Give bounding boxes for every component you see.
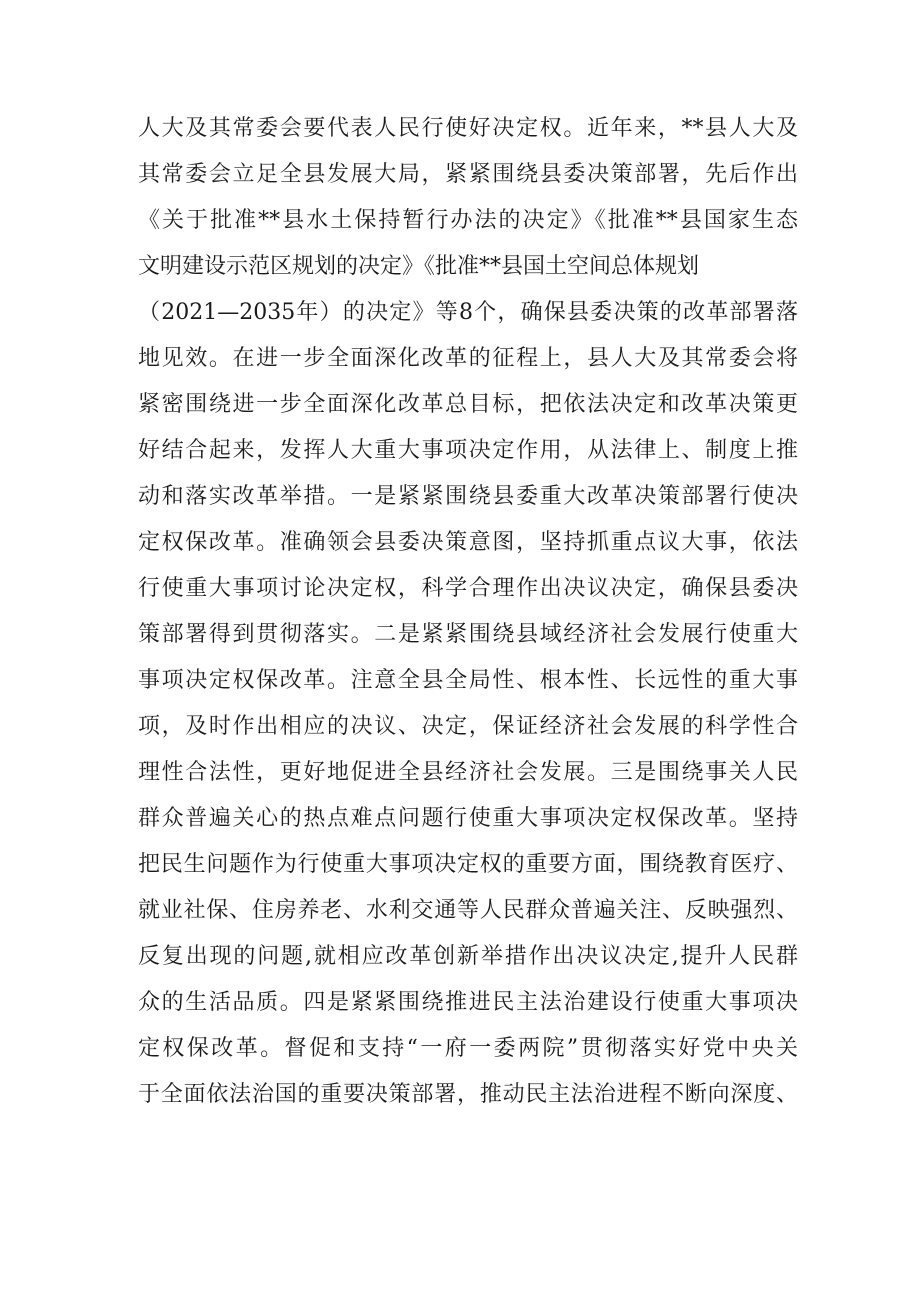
text-line: 事项决定权保改革。注意全县全局性、根本性、长远性的重大事 xyxy=(138,668,798,693)
text-line: 反复出现的问题,就相应改革创新举措作出决议决定,提升人民群 xyxy=(138,944,798,969)
text-line: 定权保改革。督促和支持“一府一委两院”贯彻落实好党中央关 xyxy=(138,1036,798,1061)
body-paragraph xyxy=(138,106,798,1118)
text-line: 理性合法性，更好地促进全县经济社会发展。三是围绕事关人民 xyxy=(138,760,798,785)
text-line: 好结合起来，发挥人大重大事项决定作用，从法律上、制度上推 xyxy=(138,438,798,463)
text-line: 群众普遍关心的热点难点问题行使重大事项决定权保改革。坚持 xyxy=(138,806,798,831)
text-line: 人大及其常委会要代表人民行使好决定权。近年来，**县人大及 xyxy=(138,116,798,141)
text-line: 众的生活品质。四是紧紧围绕推进民主法治建设行使重大事项决 xyxy=(138,990,798,1015)
text-line: 《关于批准**县水土保持暂行办法的决定》《批准**县国家生态 xyxy=(138,208,798,233)
text-line: 紧密围绕进一步全面深化改革总目标，把依法决定和改革决策更 xyxy=(138,392,798,417)
text-line: 文明建设示范区规划的决定》《批准**县国土空间总体规划 xyxy=(138,254,700,279)
text-line: 定权保改革。准确领会县委决策意图，坚持抓重点议大事，依法 xyxy=(138,530,798,555)
text-line: 行使重大事项讨论决定权，科学合理作出决议决定，确保县委决 xyxy=(138,576,798,601)
text-line: 动和落实改革举措。一是紧紧围绕县委重大改革决策部署行使决 xyxy=(138,484,798,509)
text-line: 把民生问题作为行使重大事项决定权的重要方面，围绕教育医疗、 xyxy=(138,852,798,877)
text-line: 其常委会立足全县发展大局，紧紧围绕县委决策部署，先后作出 xyxy=(138,162,798,187)
text-line: 于全面依法治国的重要决策部署，推动民主法治进程不断向深度、 xyxy=(138,1082,798,1107)
text-line: （2021—2035年）的决定》等8个，确保县委决策的改革部署落 xyxy=(138,300,798,325)
text-line: 策部署得到贯彻落实。二是紧紧围绕县域经济社会发展行使重大 xyxy=(138,622,798,647)
text-line: 项，及时作出相应的决议、决定，保证经济社会发展的科学性合 xyxy=(138,714,798,739)
text-line: 地见效。在进一步全面深化改革的征程上，县人大及其常委会将 xyxy=(138,346,798,371)
text-line: 就业社保、住房养老、水利交通等人民群众普遍关注、反映强烈、 xyxy=(138,898,798,923)
